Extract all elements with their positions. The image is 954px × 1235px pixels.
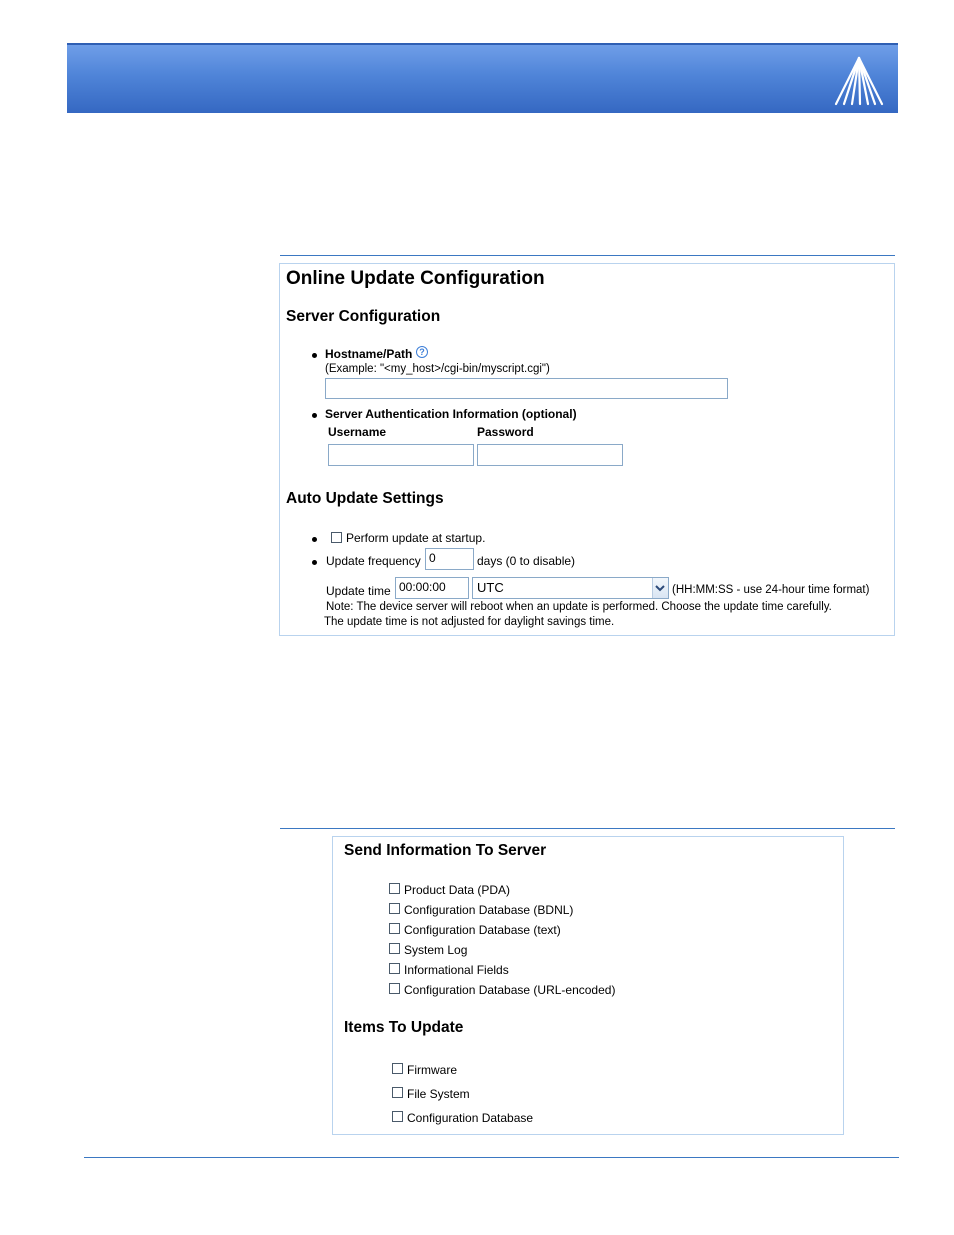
send-info-label: Configuration Database (BDNL)	[404, 903, 574, 917]
send-info-label: System Log	[404, 943, 468, 957]
send-info-checkbox[interactable]	[389, 923, 400, 934]
update-item-label: Firmware	[407, 1063, 457, 1077]
bullet	[312, 537, 317, 542]
timezone-selected: UTC	[477, 580, 504, 595]
send-info-label: Informational Fields	[404, 963, 509, 977]
bullet	[312, 560, 317, 565]
time-format-hint: (HH:MM:SS - use 24-hour time format)	[672, 584, 870, 596]
items-to-update-heading: Items To Update	[344, 1019, 464, 1036]
footer-divider	[84, 1157, 899, 1158]
perform-at-startup-checkbox[interactable]	[331, 532, 342, 543]
reboot-note: Note: The device server will reboot when an update is performed. Choose the update time carefully.	[326, 601, 832, 613]
question-icon[interactable]: ?	[416, 346, 428, 358]
hostname-label: Hostname/Path	[325, 347, 413, 361]
update-time-input[interactable]: 00:00:00	[395, 577, 469, 599]
send-info-checkbox[interactable]	[389, 883, 400, 894]
auth-label: Server Authentication Information (optional)	[325, 407, 577, 421]
update-item-label: File System	[407, 1087, 470, 1101]
section-divider	[280, 828, 895, 829]
hostname-example: (Example: "<my_host>/cgi-bin/myscript.cgi")	[325, 363, 550, 375]
header-banner	[67, 43, 898, 113]
time-label: Update time	[326, 584, 391, 598]
section-divider	[280, 255, 895, 256]
send-info-checkbox[interactable]	[389, 983, 400, 994]
password-label: Password	[477, 425, 534, 439]
auto-update-heading: Auto Update Settings	[286, 490, 444, 507]
username-label: Username	[328, 425, 387, 439]
send-info-checkbox[interactable]	[389, 963, 400, 974]
frequency-suffix: days (0 to disable)	[477, 554, 576, 568]
update-item-label: Configuration Database	[407, 1111, 534, 1125]
send-info-heading: Send Information To Server	[344, 842, 547, 859]
update-item-checkbox[interactable]	[392, 1063, 403, 1074]
send-info-label: Configuration Database (URL-encoded)	[404, 983, 616, 997]
update-item-checkbox[interactable]	[392, 1111, 403, 1122]
send-info-checkbox[interactable]	[389, 903, 400, 914]
online-update-panel	[279, 263, 895, 636]
timezone-select[interactable]	[472, 577, 669, 599]
frequency-input[interactable]: 0	[425, 548, 474, 570]
send-info-checkbox[interactable]	[389, 943, 400, 954]
frequency-label: Update frequency	[326, 554, 421, 568]
daylight-note: The update time is not adjusted for daylight savings time.	[324, 616, 615, 628]
bullet	[312, 353, 317, 358]
send-info-label: Product Data (PDA)	[404, 883, 511, 897]
chevron-down-icon[interactable]	[652, 578, 668, 598]
hostname-input[interactable]	[325, 378, 728, 399]
server-configuration-heading: Server Configuration	[286, 308, 441, 325]
send-info-panel	[332, 836, 844, 1135]
perform-at-startup-label: Perform update at startup.	[346, 531, 486, 545]
bullet	[312, 413, 317, 418]
username-input[interactable]	[328, 444, 474, 466]
send-info-label: Configuration Database (text)	[404, 923, 561, 937]
password-input[interactable]	[477, 444, 623, 466]
page-title: Online Update Configuration	[286, 268, 545, 289]
triangle-logo-icon	[832, 55, 886, 107]
update-item-checkbox[interactable]	[392, 1087, 403, 1098]
